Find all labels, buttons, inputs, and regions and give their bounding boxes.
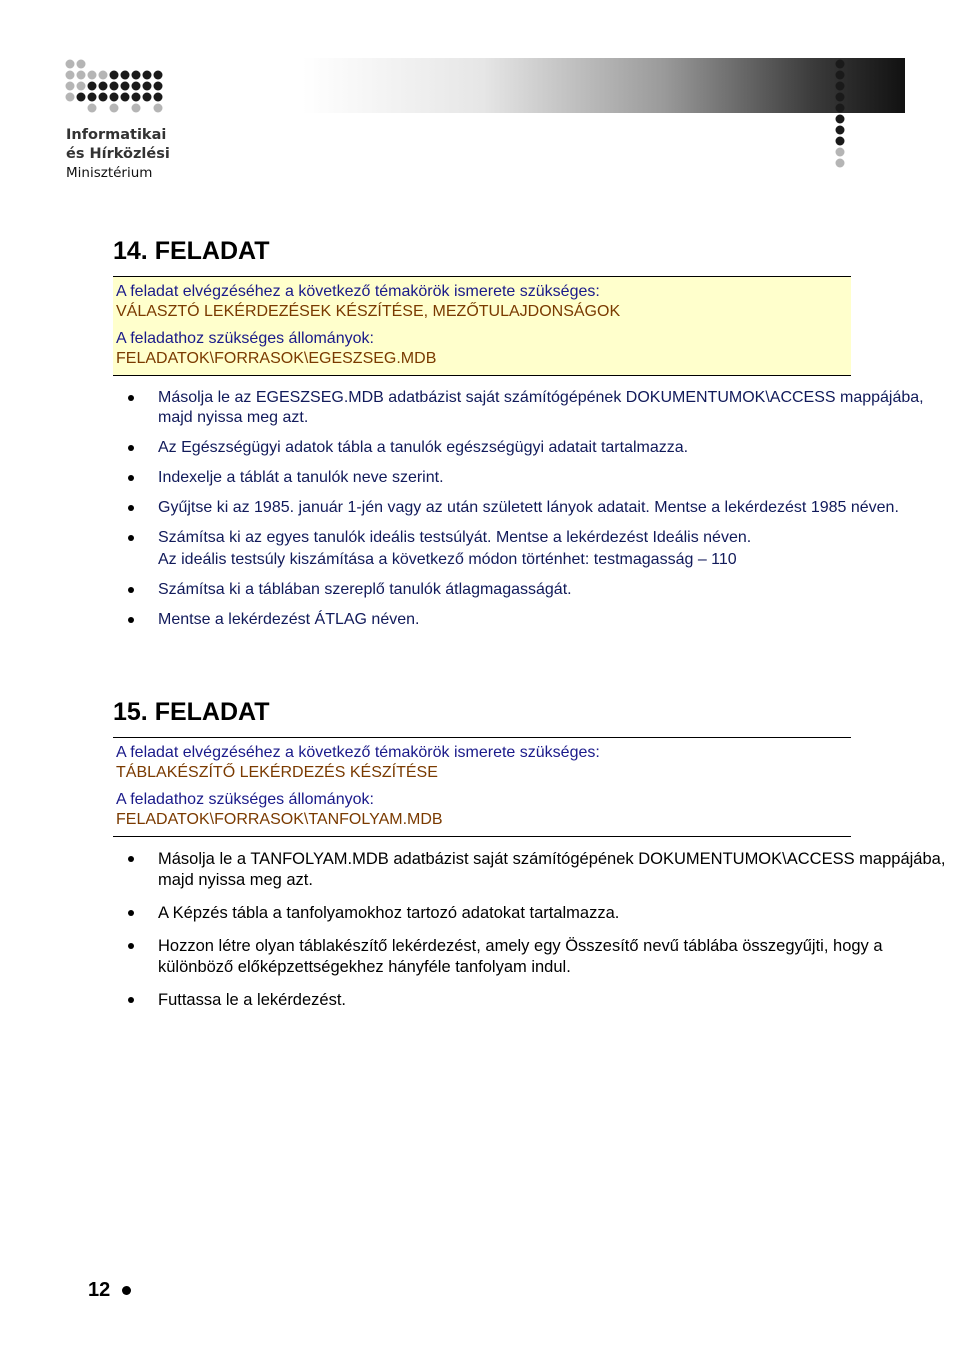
- header-dots-icon: [832, 58, 852, 170]
- task-15-requirements-box: [113, 737, 851, 837]
- task-15-req-value: TÁBLAKÉSZÍTŐ LEKÉRDEZÉS KÉSZÍTÉSE: [116, 764, 438, 781]
- bullet-icon: [128, 475, 134, 481]
- task-14-files-value: FELADATOK\FORRASOK\EGESZSEG.MDB: [116, 350, 437, 367]
- list-item: Hozzon létre olyan táblakészítő lekérdezést, amely egy Összesítő nevű táblába összegyűjti, hogy a különböző előképzettségekhez hányféle tanfolyam indul.: [113, 936, 960, 978]
- task-14-requirements-box: [113, 276, 851, 376]
- task-14-title: 14. FELADAT: [113, 237, 270, 265]
- list-item: A Képzés tábla a tanfolyamokhoz tartozó adatokat tartalmazza.: [113, 903, 960, 924]
- logo-line-3: Minisztérium: [66, 165, 153, 181]
- page-number: 12: [88, 1279, 111, 1301]
- logo-line-2: és Hírközlési: [66, 146, 170, 162]
- list-item: Az ideális testsúly kiszámítása a következő módon történhet: testmagasság – 110: [158, 551, 737, 568]
- list-item: Az Egészségügyi adatok tábla a tanulók egészségügyi adatait tartalmazza.: [113, 438, 960, 458]
- task-14-steps: [113, 388, 960, 630]
- list-item: Számítsa ki a táblában szereplő tanulók átlagmagasságát.: [113, 580, 960, 600]
- bullet-icon: [128, 943, 134, 949]
- task-15-title: 15. FELADAT: [113, 698, 270, 726]
- list-item: Gyűjtse ki az 1985. január 1-jén vagy az után született lányok adatait. Mentse a lekérdezést 1985 néven.: [113, 498, 960, 518]
- task-14-req-value: VÁLASZTÓ LEKÉRDEZÉSEK KÉSZÍTÉSE, MEZŐTULAJDONSÁGOK: [116, 303, 621, 320]
- bullet-icon: [128, 395, 134, 401]
- list-item: Futtassa le a lekérdezést.: [113, 990, 960, 1011]
- logo-line-1: Informatikai: [66, 127, 167, 143]
- list-item: Mentse a lekérdezést ÁTLAG néven.: [113, 610, 960, 630]
- task-15-steps: [113, 849, 960, 1011]
- task-15-section: [113, 697, 960, 1011]
- list-item: Számítsa ki az egyes tanulók ideális testsúlyát. Mentse a lekérdezést Ideális néven.: [113, 528, 960, 548]
- task-14-files-label: A feladathoz szükséges állományok:: [116, 330, 374, 347]
- bullet-icon: [128, 997, 134, 1003]
- task-14-section: [113, 236, 960, 630]
- bullet-icon: [128, 617, 134, 623]
- task-14-req-label: A feladat elvégzéséhez a következő témakörök ismerete szükséges:: [116, 283, 600, 300]
- task-15-files-label: A feladathoz szükséges állományok:: [116, 791, 374, 808]
- task-15-files-value: FELADATOK\FORRASOK\TANFOLYAM.MDB: [116, 811, 443, 828]
- ministry-logo-text: [66, 126, 170, 183]
- bullet-icon: [128, 535, 134, 541]
- bullet-icon: [128, 910, 134, 916]
- task-15-req-label: A feladat elvégzéséhez a következő témakörök ismerete szükséges:: [116, 744, 600, 761]
- page-dot-icon: [122, 1286, 131, 1295]
- bullet-icon: [128, 505, 134, 511]
- bullet-icon: [128, 856, 134, 862]
- list-item: Másolja le az EGESZSEG.MDB adatbázist saját számítógépének DOKUMENTUMOK\ACCESS mappájába, majd nyissa meg azt.: [113, 388, 960, 428]
- list-item: Másolja le a TANFOLYAM.MDB adatbázist saját számítógépének DOKUMENTUMOK\ACCESS mappájába, majd nyissa meg azt.: [113, 849, 960, 891]
- header-gradient-bar: [302, 58, 905, 113]
- list-item: Indexelje a táblát a tanulók neve szerint.: [113, 468, 960, 488]
- bullet-icon: [128, 445, 134, 451]
- bullet-icon: [128, 587, 134, 593]
